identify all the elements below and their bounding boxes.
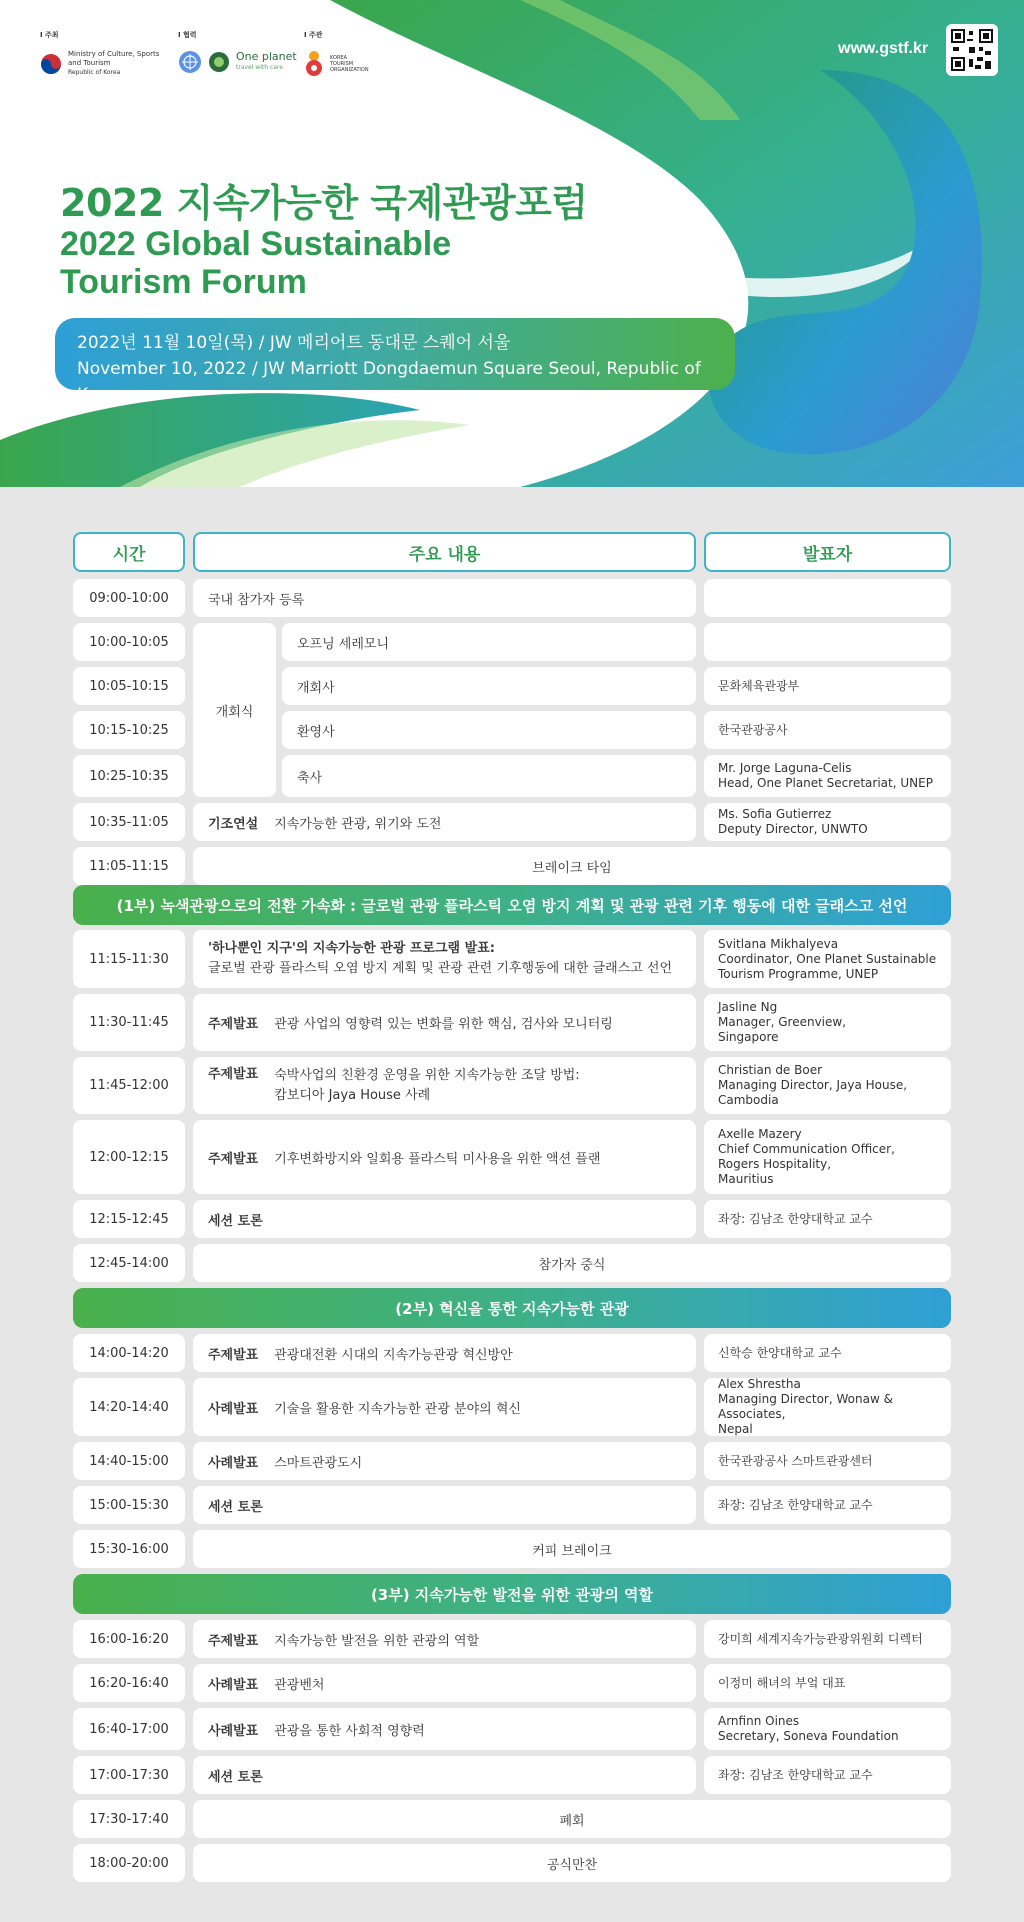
session-type-label: 사례발표 bbox=[208, 1401, 259, 1417]
time-cell: 14:20-14:40 bbox=[73, 1378, 185, 1436]
kto-logo-icon bbox=[304, 50, 324, 78]
session-type-label: 세션 토론 bbox=[208, 1769, 263, 1785]
partner-caption: I 협력 bbox=[178, 31, 197, 39]
content-cell: 국내 참가자 등록 bbox=[193, 579, 696, 617]
content-cell: 주제발표 숙박사업의 친환경 운영을 위한 지속가능한 조달 방법: 캄보디아 Jaya House 사례 bbox=[193, 1057, 696, 1114]
time-cell: 17:00-17:30 bbox=[73, 1756, 185, 1794]
header-speaker: 발표자 bbox=[704, 532, 951, 572]
opening-ceremony-group: 개회식 bbox=[193, 623, 276, 797]
speaker-cell: Jasline Ng Manager, Greenview, Singapore bbox=[704, 994, 951, 1051]
speaker-cell: Svitlana Mikhalyeva Coordinator, One Planet Sustainable Tourism Programme, UNEP bbox=[704, 930, 951, 988]
session-type-label: 주제발표 bbox=[208, 1151, 259, 1167]
speaker-cell: Christian de Boer Managing Director, Jaya House, Cambodia bbox=[704, 1057, 951, 1114]
content-cell: 사례발표 관광을 통한 사회적 영향력 bbox=[193, 1708, 696, 1750]
schedule-table bbox=[0, 487, 1024, 1922]
content-cell: 사례발표 기술을 활용한 지속가능한 관광 분야의 혁신 bbox=[193, 1378, 696, 1436]
speaker-cell: 이정미 해녀의 부엌 대표 bbox=[704, 1664, 951, 1702]
speaker-cell: 좌장: 김남조 한양대학교 교수 bbox=[704, 1756, 951, 1794]
un-emblem-icon bbox=[178, 50, 202, 74]
title-english: 2022 Global Sustainable Tourism Forum bbox=[60, 225, 452, 301]
speaker-cell bbox=[704, 579, 951, 617]
session-type-label: 사례발표 bbox=[208, 1723, 259, 1739]
time-cell: 17:30-17:40 bbox=[73, 1800, 185, 1838]
qr-code-icon bbox=[946, 24, 998, 76]
content-cell: 환영사 bbox=[282, 711, 696, 749]
time-cell: 14:00-14:20 bbox=[73, 1334, 185, 1372]
time-cell: 10:00-10:05 bbox=[73, 623, 185, 661]
content-cell: 오프닝 세레모니 bbox=[282, 623, 696, 661]
session-type-label: 세션 토론 bbox=[208, 1499, 263, 1515]
speaker-cell: 좌장: 김남조 한양대학교 교수 bbox=[704, 1200, 951, 1238]
speaker-cell: Alex Shrestha Managing Director, Wonaw & Associates, Nepal bbox=[704, 1378, 951, 1436]
speaker-cell: 강미희 세계지속가능관광위원회 디렉터 bbox=[704, 1620, 951, 1658]
content-cell bbox=[193, 1200, 696, 1238]
section-banner-part1: (1부) 녹색관광으로의 전환 가속화 : 글로벌 관광 플라스틱 오염 방지 계획 및 관광 관련 기후 행동에 대한 글래스고 선언 bbox=[73, 885, 951, 925]
website-url: www.gstf.kr bbox=[838, 40, 929, 57]
korea-taegeuk-icon bbox=[40, 53, 62, 75]
time-cell: 12:15-12:45 bbox=[73, 1200, 185, 1238]
time-cell: 10:25-10:35 bbox=[73, 755, 185, 797]
time-cell: 15:00-15:30 bbox=[73, 1486, 185, 1524]
one-planet-logo-text: One planet travel with care bbox=[236, 50, 297, 71]
content-cell: '하나뿐인 지구'의 지속가능한 관광 프로그램 발표: 글로벌 관광 플라스틱 오염 방지 계획 및 관광 관련 기후행동에 대한 글래스고 선언 bbox=[193, 930, 696, 988]
session-type-label: 주제발표 bbox=[208, 1347, 259, 1363]
time-cell: 14:40-15:00 bbox=[73, 1442, 185, 1480]
speaker-cell: 문화체육관광부 bbox=[704, 667, 951, 705]
dinner-cell: 공식만찬 bbox=[193, 1844, 951, 1882]
section-banner-part3: (3부) 지속가능한 발전을 위한 관광의 역할 bbox=[73, 1574, 951, 1614]
speaker-cell: Arnfinn Oines Secretary, Soneva Foundation bbox=[704, 1708, 951, 1750]
content-cell: 개회사 bbox=[282, 667, 696, 705]
speaker-cell: 신학승 한양대학교 교수 bbox=[704, 1334, 951, 1372]
kto-name: KOREA TOURISM ORGANIZATION bbox=[330, 55, 369, 73]
session-type-label: 기조연설 bbox=[208, 816, 259, 832]
time-cell: 16:00-16:20 bbox=[73, 1620, 185, 1658]
header-content: 주요 내용 bbox=[193, 532, 696, 572]
session-type-label: 사례발표 bbox=[208, 1455, 259, 1471]
section-banner-part2: (2부) 혁신을 통한 지속가능한 관광 bbox=[73, 1288, 951, 1328]
speaker-cell bbox=[704, 623, 951, 661]
break-cell: 커피 브레이크 bbox=[193, 1530, 951, 1568]
content-cell: 주제발표 기후변화방지와 일회용 플라스틱 미사용을 위한 액션 플랜 bbox=[193, 1120, 696, 1194]
one-planet-icon bbox=[208, 51, 230, 73]
content-cell: 주제발표 지속가능한 발전을 위한 관광의 역할 bbox=[193, 1620, 696, 1658]
content-cell: 주제발표 관광 사업의 영향력 있는 변화를 위한 핵심, 검사와 모니터링 bbox=[193, 994, 696, 1051]
time-cell: 15:30-16:00 bbox=[73, 1530, 185, 1568]
session-type-label: 주제발표 bbox=[208, 1633, 259, 1649]
time-cell: 12:00-12:15 bbox=[73, 1120, 185, 1194]
speaker-cell: 한국관광공사 스마트관광센터 bbox=[704, 1442, 951, 1480]
content-cell: 사례발표 관광벤처 bbox=[193, 1664, 696, 1702]
time-cell: 16:20-16:40 bbox=[73, 1664, 185, 1702]
time-cell: 11:30-11:45 bbox=[73, 994, 185, 1051]
time-cell: 10:35-11:05 bbox=[73, 803, 185, 841]
header-time: 시간 bbox=[73, 532, 185, 572]
venue-korean: 2022년 11월 10일(목) / JW 메리어트 동대문 스퀘어 서울 bbox=[77, 333, 511, 353]
break-cell: 브레이크 타임 bbox=[193, 847, 951, 885]
time-cell: 18:00-20:00 bbox=[73, 1844, 185, 1882]
content-cell: 주제발표 관광대전환 시대의 지속가능관광 혁신방안 bbox=[193, 1334, 696, 1372]
content-cell: 기조연설 지속가능한 관광, 위기와 도전 bbox=[193, 803, 696, 841]
content-cell: 사례발표 스마트관광도시 bbox=[193, 1442, 696, 1480]
time-cell: 12:45-14:00 bbox=[73, 1244, 185, 1282]
time-cell: 11:45-12:00 bbox=[73, 1057, 185, 1114]
time-cell: 16:40-17:00 bbox=[73, 1708, 185, 1750]
venue-english: November 10, 2022 / JW Marriott Dongdaemun Square Seoul, Republic of Korea bbox=[77, 359, 701, 405]
time-cell: 10:05-10:15 bbox=[73, 667, 185, 705]
date-venue-banner bbox=[55, 318, 735, 405]
ministry-name: Ministry of Culture, Sports and Tourism Republic of Korea bbox=[68, 50, 160, 76]
break-cell: 참가자 중식 bbox=[193, 1244, 951, 1282]
speaker-cell: Ms. Sofia Gutierrez Deputy Director, UNWTO bbox=[704, 803, 951, 841]
time-cell: 11:15-11:30 bbox=[73, 930, 185, 988]
session-type-label: 사례발표 bbox=[208, 1677, 259, 1693]
session-type-label: 주제발표 bbox=[208, 1067, 259, 1082]
time-cell: 10:15-10:25 bbox=[73, 711, 185, 749]
speaker-cell: 한국관광공사 bbox=[704, 711, 951, 749]
host-caption: I 주최 bbox=[40, 31, 59, 39]
time-cell: 11:05-11:15 bbox=[73, 847, 185, 885]
speaker-cell: 좌장: 김남조 한양대학교 교수 bbox=[704, 1486, 951, 1524]
time-cell: 09:00-10:00 bbox=[73, 579, 185, 617]
poster-header bbox=[0, 0, 1024, 487]
closing-cell: 폐회 bbox=[193, 1800, 951, 1838]
speaker-cell: Mr. Jorge Laguna-Celis Head, One Planet Secretariat, UNEP bbox=[704, 755, 951, 797]
speaker-cell: Axelle Mazery Chief Communication Officer, Rogers Hospitality, Mauritius bbox=[704, 1120, 951, 1194]
content-cell: 축사 bbox=[282, 755, 696, 797]
title-korean: 2022 지속가능한 국제관광포럼 bbox=[60, 181, 588, 225]
session-type-label: 주제발표 bbox=[208, 1017, 259, 1032]
session-type-label: 세션 토론 bbox=[208, 1213, 263, 1229]
organizer-caption: I 주관 bbox=[304, 31, 323, 39]
content-cell bbox=[193, 1486, 696, 1524]
content-cell bbox=[193, 1756, 696, 1794]
